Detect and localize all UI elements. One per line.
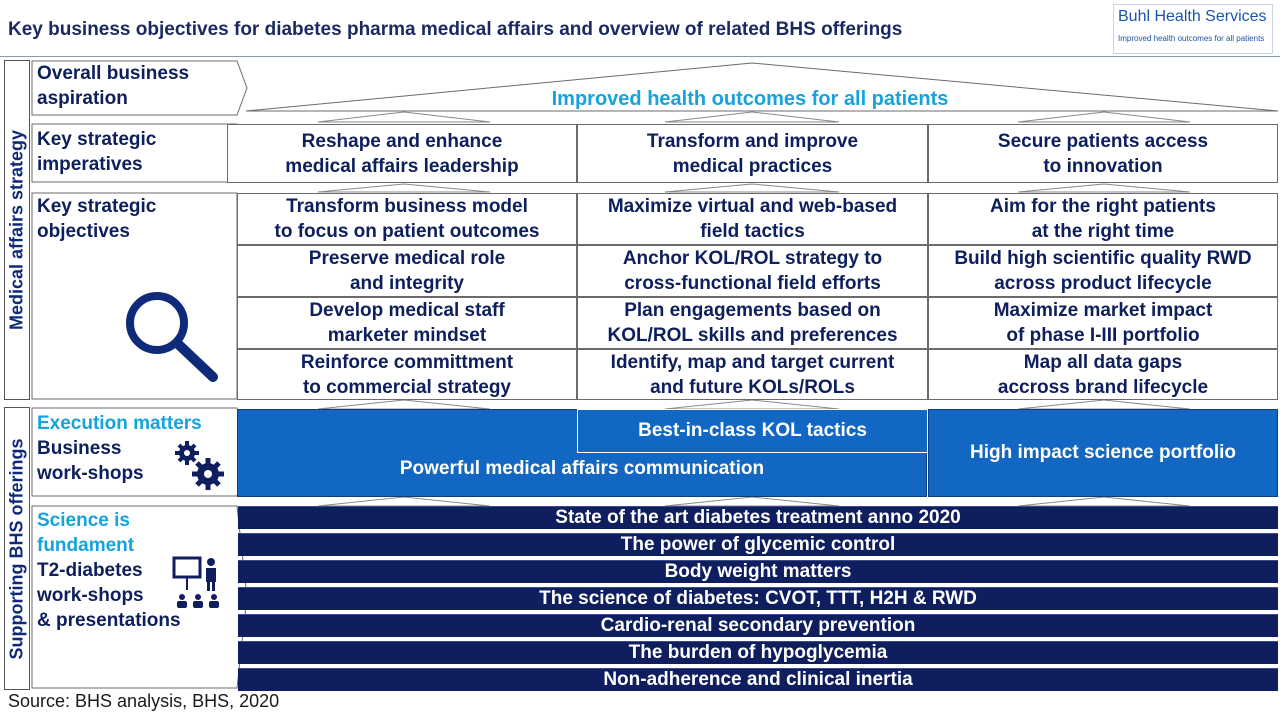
logo-name: Buhl Health Services: [1118, 8, 1267, 25]
objective-line: Aim for the right patients: [990, 196, 1216, 217]
objective-line: across product lifecycle: [994, 273, 1212, 294]
objective-cell: [577, 193, 928, 245]
imperatives-row-label-line1: Key strategic: [37, 129, 157, 150]
imperative-2-line2: medical practices: [672, 155, 833, 177]
science-portfolio-box: [928, 409, 1278, 497]
objectives-grid: [237, 193, 1278, 400]
objective-cell: [577, 349, 928, 400]
objective-line: cross-functional field efforts: [624, 273, 881, 294]
objective-cell: [237, 245, 577, 297]
imperative-3-line2: to innovation: [1043, 155, 1163, 177]
aspiration-row-label-line1: Overall business: [37, 63, 190, 84]
objective-line: and future KOLs/ROLs: [650, 376, 855, 398]
aspiration-text: Improved health outcomes for all patients: [551, 88, 949, 110]
objectives-row-label-line1: Key strategic: [37, 196, 157, 217]
imperatives-row-label-line2: imperatives: [37, 154, 143, 175]
objective-cell: [237, 193, 577, 245]
science-label-line3: & presentations: [37, 610, 181, 631]
execution-heading: Execution matters: [37, 413, 202, 434]
science-portfolio-text: High impact science portfolio: [969, 442, 1237, 463]
objective-line: Reinforce committment: [300, 351, 514, 373]
imperatives-row-label: [37, 127, 156, 177]
execution-label: [37, 411, 202, 486]
objective-line: KOL/ROL skills and preferences: [607, 325, 898, 346]
objective-line: of phase I-III portfolio: [1006, 325, 1200, 346]
imperative-1-line2: medical affairs leadership: [285, 155, 519, 177]
objective-line: Transform business model: [286, 196, 528, 217]
objective-line: Maximize market impact: [993, 300, 1213, 321]
objective-cell: [577, 245, 928, 297]
execution-label-line1: Business: [37, 438, 122, 459]
aspiration-row-label: [37, 61, 189, 111]
aspiration-row-label-line2: aspiration: [37, 88, 128, 109]
objective-line: to focus on patient outcomes: [274, 221, 540, 242]
science-heading-line1: Science is: [37, 510, 130, 531]
objective-line: Preserve medical role: [308, 248, 506, 269]
execution-label-line2: work-shops: [37, 463, 144, 484]
science-label-line2: work-shops: [37, 585, 144, 606]
objective-cell: [577, 297, 928, 349]
side-label-offerings-text: Supporting BHS offerings: [6, 438, 27, 659]
science-label: [37, 508, 181, 633]
objective-line: Build high scientific quality RWD: [954, 248, 1252, 269]
objective-line: accross brand lifecycle: [997, 376, 1209, 398]
topic-bar: The power of glycemic control: [238, 533, 1278, 556]
objectives-row-label: [37, 194, 156, 244]
objective-cell: [237, 297, 577, 349]
objective-line: marketer mindset: [327, 325, 487, 346]
objective-line: Maximize virtual and web-based: [607, 196, 898, 217]
communication-text: Powerful medical affairs communication: [399, 458, 765, 479]
objective-cell: [237, 349, 577, 400]
source-note: Source: BHS analysis, BHS, 2020: [8, 691, 280, 711]
objective-line: field tactics: [700, 221, 805, 242]
objective-cell: [928, 297, 1278, 349]
topic-bar: Non-adherence and clinical inertia: [238, 668, 1278, 691]
topic-bar: Body weight matters: [238, 560, 1278, 583]
objective-line: Plan engagements based on: [624, 300, 881, 321]
kol-tactics-text: Best-in-class KOL tactics: [638, 420, 867, 441]
objective-line: Develop medical staff: [309, 300, 505, 321]
objective-cell: [928, 245, 1278, 297]
topic-bar: Cardio-renal secondary prevention: [238, 614, 1278, 637]
science-label-line1: T2-diabetes: [37, 560, 143, 581]
objective-line: Map all data gaps: [1023, 351, 1183, 373]
objective-cell: [928, 193, 1278, 245]
imperative-cell-1: [227, 124, 577, 183]
topic-bar: The science of diabetes: CVOT, TTT, H2H & RWD: [238, 587, 1278, 610]
objective-cell: [928, 349, 1278, 400]
objectives-row-label-line2: objectives: [37, 221, 130, 242]
objective-line: at the right time: [1031, 221, 1175, 242]
imperative-2-line1: Transform and improve: [646, 130, 859, 152]
topic-bar: The burden of hypoglycemia: [238, 641, 1278, 664]
objective-line: Anchor KOL/ROL strategy to: [622, 248, 883, 269]
side-label-strategy-text: Medical affairs strategy: [6, 129, 27, 331]
imperative-cell-3: [928, 124, 1278, 183]
logo-tagline: Improved health outcomes for all patients: [1118, 34, 1265, 43]
science-heading-line2: fundament: [37, 535, 135, 556]
objective-line: to commercial strategy: [302, 376, 511, 398]
kol-tactics-box: [577, 409, 928, 453]
imperative-1-line1: Reshape and enhance: [301, 130, 503, 152]
objective-line: and integrity: [349, 273, 464, 294]
imperative-3-line1: Secure patients access: [997, 130, 1209, 152]
topic-bar: State of the art diabetes treatment anno 2020: [238, 506, 1278, 529]
objective-line: Identify, map and target current: [610, 351, 895, 373]
imperative-cell-2: [577, 124, 928, 183]
page-title: Key business objectives for diabetes pharma medical affairs and overview of related BHS offerings: [8, 19, 903, 40]
